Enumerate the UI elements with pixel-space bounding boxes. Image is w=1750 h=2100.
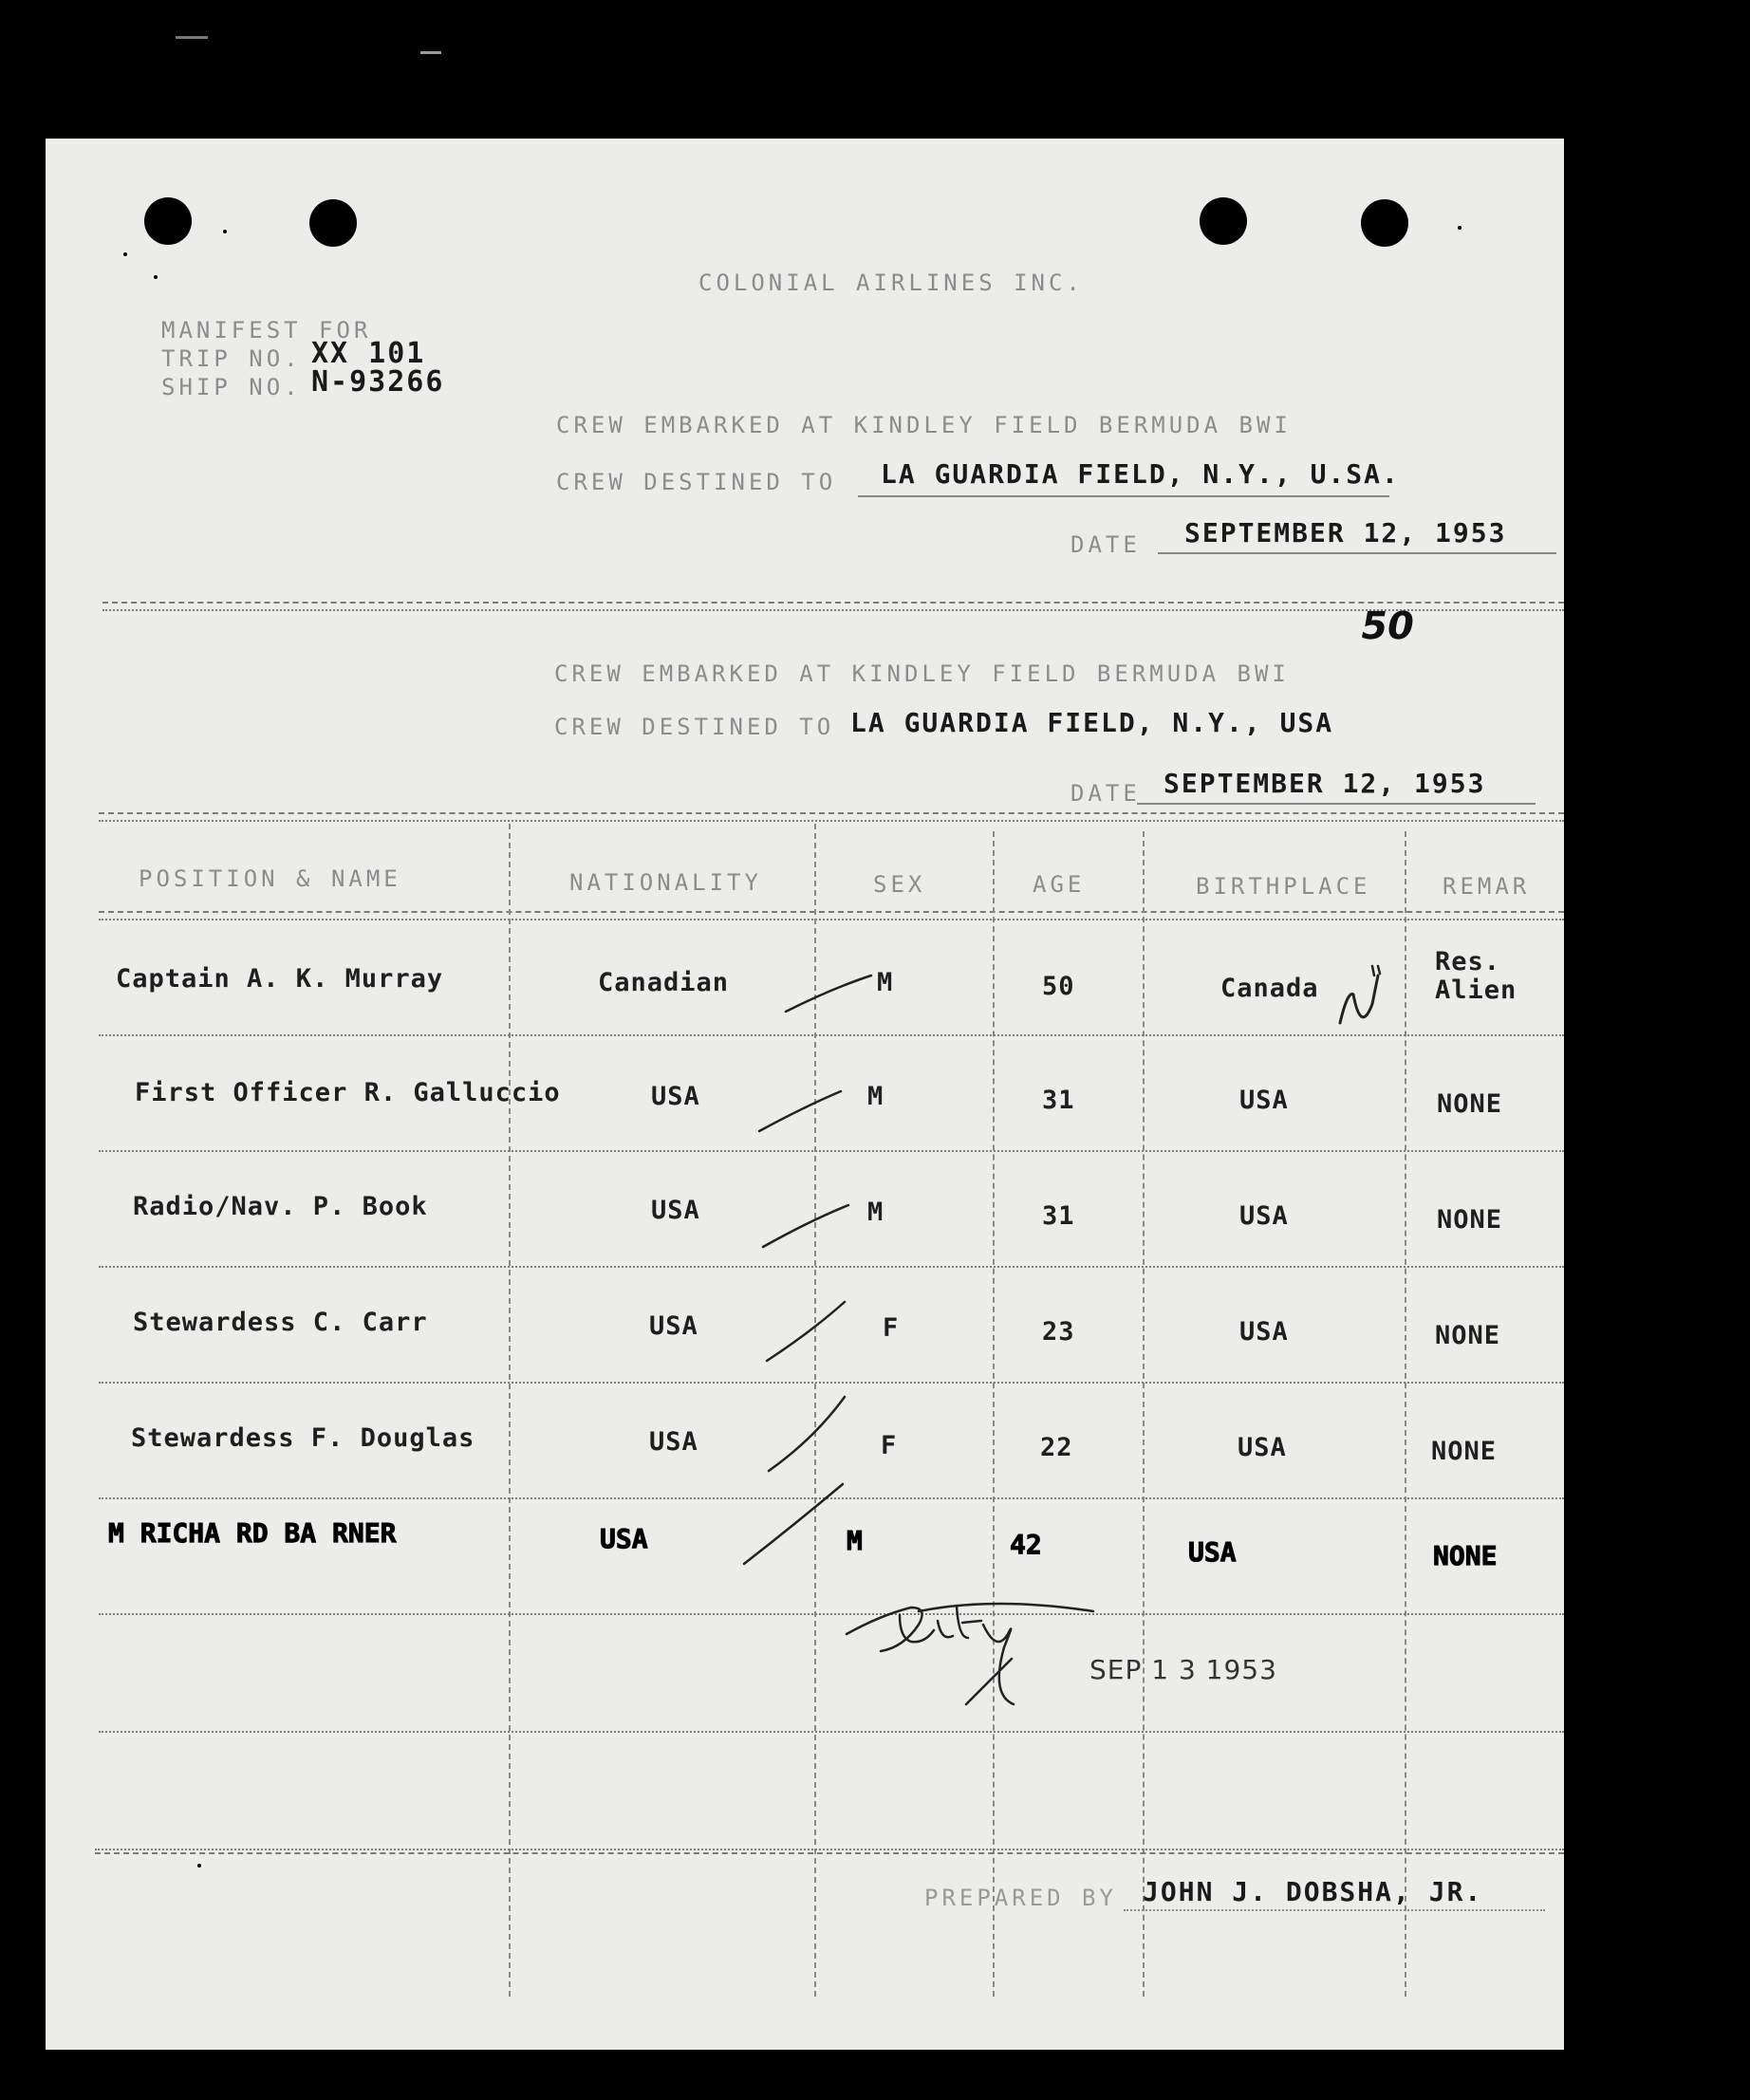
scan-artifact	[1625, 1865, 1629, 1868]
date-value: SEPTEMBER 12, 1953	[1184, 517, 1507, 548]
date-value-2: SEPTEMBER 12, 1953	[1164, 768, 1486, 799]
row-name: Stewardess F. Douglas	[131, 1423, 475, 1453]
speck	[197, 1864, 201, 1868]
check-mark	[769, 1397, 845, 1471]
check-mark	[763, 1205, 848, 1247]
trip-no-label: TRIP NO.	[161, 345, 302, 372]
scan-artifact	[420, 51, 441, 54]
row-remarks: NONE	[1437, 1089, 1503, 1119]
row-remarks: NONE	[1437, 1205, 1503, 1235]
row-remarks: NONE	[1435, 1321, 1501, 1350]
company-name: COLONIAL AIRLINES INC.	[698, 269, 1084, 296]
row-remarks: NONE	[1431, 1437, 1498, 1466]
ship-no-label: SHIP NO.	[161, 374, 302, 400]
row-remarks: Alien	[1435, 976, 1517, 1005]
row-birthplace: USA	[1188, 1536, 1237, 1568]
row-nationality: USA	[651, 1082, 700, 1111]
row-sex: F	[883, 1313, 900, 1343]
scan-artifact	[176, 36, 208, 39]
row-sex: F	[881, 1431, 898, 1460]
row-age: 50	[1042, 972, 1075, 1001]
initials-mark	[1372, 966, 1380, 976]
row-nationality: USA	[600, 1523, 648, 1554]
scan-artifact	[1653, 1873, 1657, 1877]
row-age: 31	[1042, 1086, 1075, 1115]
row-nationality: Canadian	[598, 968, 730, 997]
col-header-birthplace: BIRTHPLACE	[1196, 873, 1371, 900]
row-birthplace: Canada	[1220, 974, 1319, 1003]
row-birthplace: USA	[1239, 1201, 1289, 1231]
destined-value: LA GUARDIA FIELD, N.Y., U.SA.	[881, 458, 1400, 490]
col-header-position: POSITION & NAME	[139, 865, 401, 892]
row-sex: M	[847, 1525, 863, 1556]
row-nationality: USA	[651, 1196, 700, 1225]
check-mark	[744, 1484, 843, 1564]
prepared-by-label: PREPARED BY	[924, 1885, 1117, 1911]
row-remarks: NONE	[1433, 1540, 1498, 1571]
row-sex: M	[867, 1198, 884, 1227]
initials-mark	[1340, 976, 1378, 1023]
row-name: M RICHA RD BA RNER	[108, 1517, 397, 1549]
signature	[847, 1604, 1093, 1704]
row-sex: M	[877, 968, 894, 997]
received-date-stamp: SEP 1 3 1953	[1089, 1654, 1277, 1685]
destined-label-2: CREW DESTINED TO	[554, 714, 835, 740]
row-name: Captain A. K. Murray	[116, 964, 444, 994]
row-age: 31	[1042, 1201, 1075, 1231]
row-sex: M	[867, 1082, 884, 1111]
row-remarks: Res.	[1435, 947, 1501, 976]
row-name: Stewardess C. Carr	[133, 1308, 428, 1337]
row-birthplace: USA	[1239, 1317, 1289, 1347]
trip-no-value: XX 101	[311, 337, 426, 370]
handwritten-marks	[46, 139, 1564, 2050]
row-name: Radio/Nav. P. Book	[133, 1192, 428, 1221]
check-mark	[759, 1091, 841, 1131]
col-header-remarks: REMAR	[1443, 873, 1531, 900]
handwritten-number: 50	[1356, 604, 1418, 648]
embarked-label-2: CREW EMBARKED AT KINDLEY FIELD BERMUDA BWI	[554, 660, 1290, 687]
row-name: First Officer R. Galluccio	[135, 1078, 561, 1107]
scan-artifact	[1694, 1869, 1698, 1873]
row-age: 42	[1010, 1529, 1042, 1560]
ship-no-value: N-93266	[311, 365, 445, 399]
check-mark	[767, 1302, 845, 1361]
row-birthplace: USA	[1238, 1433, 1287, 1462]
col-header-nationality: NATIONALITY	[569, 869, 762, 896]
row-age: 22	[1040, 1433, 1073, 1462]
destined-label: CREW DESTINED TO	[556, 469, 837, 495]
check-mark	[786, 976, 871, 1012]
underline	[1124, 1909, 1545, 1911]
manifest-page	[46, 139, 1564, 2050]
row-nationality: USA	[649, 1311, 698, 1341]
col-header-sex: SEX	[873, 871, 926, 898]
destined-value-2: LA GUARDIA FIELD, N.Y., USA	[850, 707, 1334, 738]
date-label: DATE	[1070, 531, 1141, 558]
col-header-age: AGE	[1033, 871, 1086, 898]
manifest-for-label: MANIFEST FOR	[161, 317, 372, 344]
prepared-by-value: JOHN J. DOBSHA, JR.	[1143, 1876, 1483, 1907]
row-nationality: USA	[649, 1427, 698, 1457]
embarked-label: CREW EMBARKED AT KINDLEY FIELD BERMUDA BWI	[556, 412, 1292, 438]
row-birthplace: USA	[1239, 1086, 1289, 1115]
row-age: 23	[1042, 1317, 1075, 1347]
date-label-2: DATE	[1070, 780, 1141, 807]
